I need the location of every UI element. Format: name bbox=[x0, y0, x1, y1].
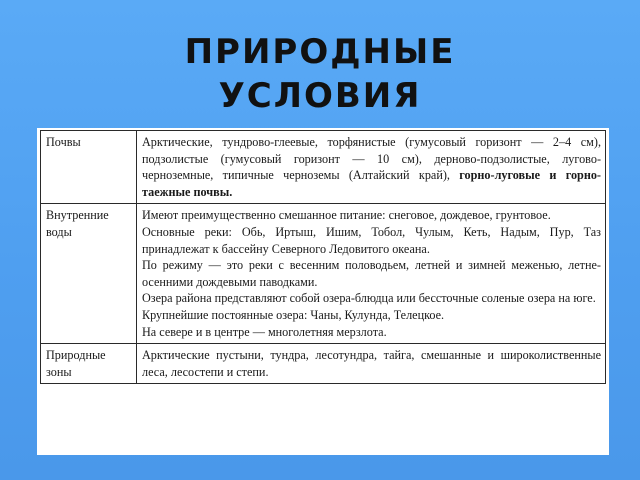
table-row-soils bbox=[41, 131, 606, 204]
slide-title-line-1: ПРИРОДНЫЕ bbox=[184, 32, 456, 72]
waters-line-permafrost: На севере и в центре — многолетняя мерзлота. bbox=[142, 324, 387, 339]
waters-line-feeding: Имеют преимущественно смешанное питание: снеговое, дождевое, грунтовое. bbox=[142, 208, 551, 223]
zones-text: Арктические пустыни, тундра, лесотундра, тайга, смешанные и широколиственные леса, лесостепи и степи. bbox=[142, 348, 601, 379]
row-label-inland-waters: Внутренние воды bbox=[41, 204, 137, 344]
waters-line-lakes: Озера района представляют собой озера-блюдца или бессточные соленые озера на юге. bbox=[142, 291, 596, 306]
slide-title-line-2: УСЛОВИЯ bbox=[218, 76, 422, 116]
row-content-soils bbox=[137, 131, 606, 204]
row-label-natural-zones: Природные зоны bbox=[41, 344, 137, 384]
soils-text: Арктические, тундрово-глеевые, торфянистые (гумусовый горизонт — 2–4 см), подзолистые (гумусовый горизонт — 10 см), дерново-подзолистые, лугово-черноземные, типичные черноземы (Алтайский край), bbox=[142, 135, 601, 183]
row-content-inland-waters bbox=[137, 204, 606, 344]
soils-text-mountain: горно-луговые и горно-таежные почвы. bbox=[142, 168, 601, 199]
table-row-natural-zones bbox=[41, 344, 606, 384]
waters-line-largest-lakes: Крупнейшие постоянные озера: Чаны, Кулунда, Телецкое. bbox=[142, 307, 445, 322]
natural-conditions-table bbox=[40, 130, 606, 384]
row-label-soils: Почвы bbox=[41, 131, 137, 204]
table-row-inland-waters bbox=[41, 204, 606, 344]
waters-line-regime: По режиму — это реки с весенним половодьем, летней и зимней меженью, летне-осенними дождевыми паводками. bbox=[142, 258, 601, 289]
row-content-natural-zones bbox=[137, 344, 606, 384]
waters-line-rivers: Основные реки: Обь, Иртыш, Ишим, Тобол, Чулым, Кеть, Надым, Пур, Таз принадлежат к бассейну Северного Ледовитого океана. bbox=[142, 224, 601, 256]
slide-title bbox=[0, 30, 640, 118]
scanned-table-image bbox=[37, 128, 609, 455]
